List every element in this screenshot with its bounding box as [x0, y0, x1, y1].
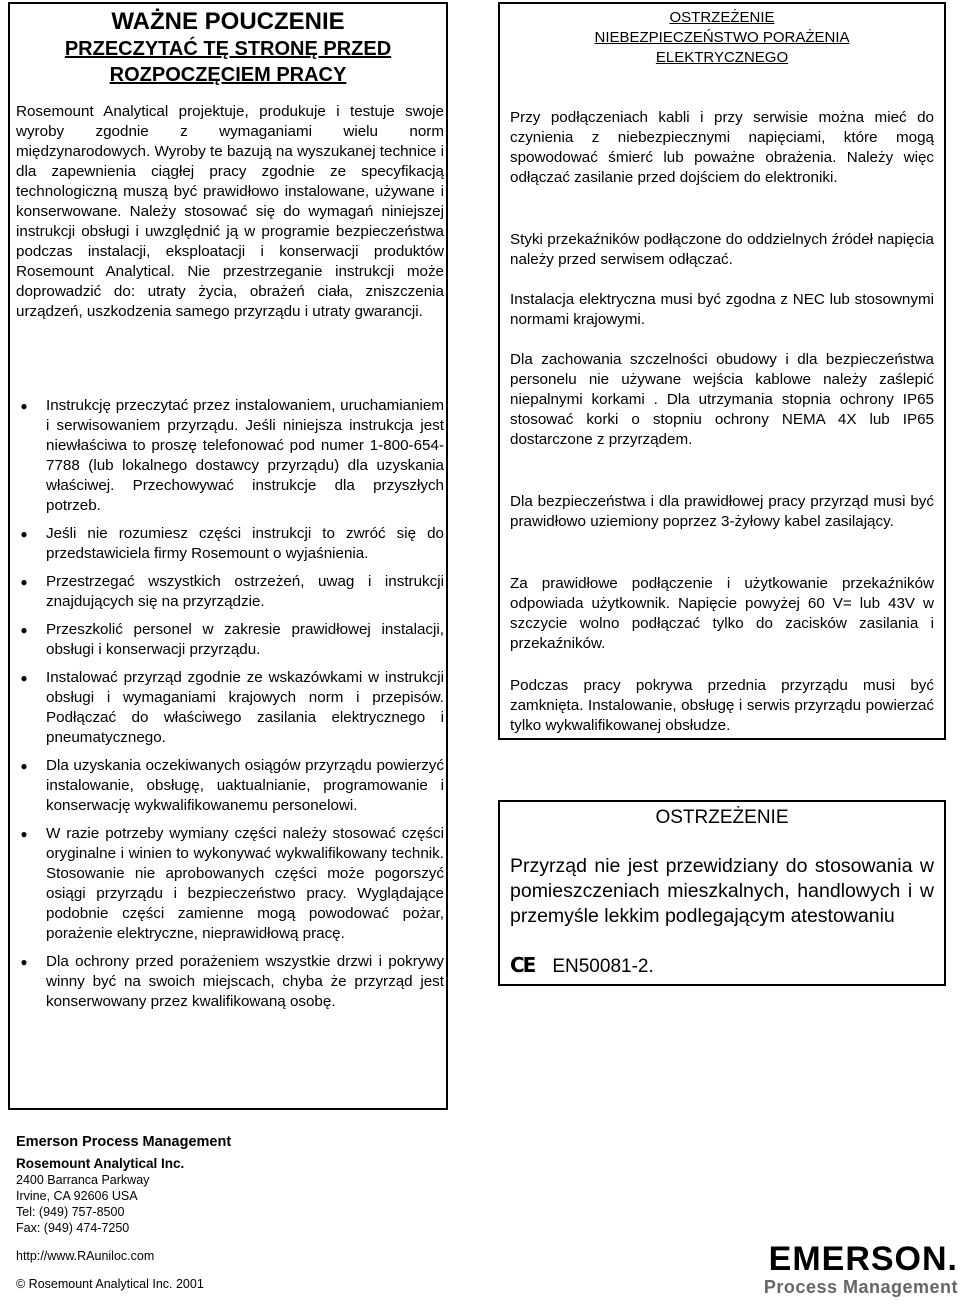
bullet-icon: ● — [20, 399, 28, 413]
notice-subtitle-line2: ROZPOCZĘCIEM PRACY — [109, 64, 347, 86]
bullet-icon: ● — [20, 671, 28, 685]
residential-warning-body: Przyrząd nie jest przewidziany do stosowania w pomieszczeniach mieszkalnych, handlowych i w przemyśle lekkim podlegającym atestowaniu — [510, 855, 934, 927]
list-item: ● Dla uzyskania oczekiwanych osiągów przyrządu powierzyć instalowanie, obsługę, uaktualnianie, programowanie i konserwację wykwalifikowanemu personelowi. — [16, 756, 444, 816]
company-group: Emerson Process Management — [16, 1134, 232, 1150]
bullet-icon: ● — [20, 759, 28, 773]
address-line2: Irvine, CA 92606 USA — [16, 1189, 138, 1203]
notice-title: WAŻNE POUCZENIE — [111, 8, 345, 35]
emerson-logo-sub: Process Management — [763, 1277, 958, 1297]
residential-warning-head: OSTRZEŻENIE — [655, 807, 789, 828]
company-address — [16, 1134, 231, 1292]
list-item: ● Instrukcję przeczytać przez instalowaniem, uruchamianiem i serwisowaniem przyrządu. Jeśli niniejsza instrukcja jest niewłaściwa to proszę telefonować pod numer 1-800-654-7788 (lub lokalnego dostawcy przyrządu) dla uzyskania właściwej. Przechowywać instrukcje dla przyszłych potrzeb. — [16, 396, 444, 516]
company-name: Rosemount Analytical Inc. — [16, 1156, 185, 1171]
bullet-icon: ● — [20, 623, 28, 637]
warning-paragraph: Styki przekaźników podłączone do oddzielnych źródeł napięcia należy przed serwisem odłączać. — [510, 231, 934, 268]
copyright: © Rosemount Analytical Inc. 2001 — [16, 1277, 204, 1291]
list-item: ● Przestrzegać wszystkich ostrzeżeń, uwag i instrukcji znajdujących się na przyrządzie. — [16, 572, 444, 612]
warning-paragraph: Przy podłączeniach kabli i przy serwisie można mieć do czynienia z niebezpiecznymi napięciami, które mogą spowodować śmierć lub poważne obrażenia. Należy więc odłączać zasilanie przed dojściem do elektroniki. — [510, 109, 934, 186]
bullet-icon: ● — [20, 575, 28, 589]
website-link[interactable]: http://www.RAuniloc.com — [16, 1249, 155, 1263]
list-item: ● Dla ochrony przed porażeniem wszystkie drzwi i pokrywy winny być na swoich miejscach, chyba że przyrząd jest konserwowany przez kwalifikowaną osobę. — [16, 952, 444, 1012]
list-item: ● Jeśli nie rozumiesz części instrukcji to zwróć się do przedstawiciela firmy Rosemount o wyjaśnienia. — [16, 524, 444, 564]
bullet-icon: ● — [20, 955, 28, 969]
shock-warning-head3: ELEKTRYCZNEGO — [655, 49, 789, 66]
ce-norm-line — [510, 953, 654, 979]
address-line1: 2400 Barranca Parkway — [16, 1173, 150, 1187]
warning-paragraph: Instalacja elektryczna musi być zgodna z NEC lub stosownymi normami krajowymi. — [510, 291, 934, 328]
bullet-icon: ● — [20, 527, 28, 541]
list-item: ● Przeszkolić personel w zakresie prawidłowej instalacji, obsługi i konserwacji przyrządu. — [16, 620, 444, 660]
warning-paragraph: Za prawidłowe podłączenie i użytkowanie przekaźników odpowiada użytkownik. Napięcie powyżej 60 V= lub 43V w szczycie wolno podłączać tylko do zacisków zasilania i przekaźników. — [510, 575, 934, 652]
shock-warning-head1: OSTRZEŻENIE — [669, 9, 775, 26]
bullet-icon: ● — [20, 827, 28, 841]
emerson-logo — [758, 1242, 958, 1298]
list-item: ● Instalować przyrząd zgodnie ze wskazówkami w instrukcji obsługi i wymaganiami krajowych norm i przepisów. Podłączać do właściwego zasilania elektrycznego i pneumatycznego. — [16, 668, 444, 748]
notice-intro: Rosemount Analytical projektuje, produkuje i testuje swoje wyroby zgodnie z wymaganiami wielu norm międzynarodowych. Wyroby te bazują na wyszukanej technice i dla zapewnienia ciągłej pracy zgodnie ze specyfikacją technologiczną muszą być prawidłowo instalowane, używane i konserwowane. Należy stosować się do wymagań niniejszej instrukcji obsługi i uwzględnić ją w programie bezpieczeństwa podczas instalacji, eksploatacji i konserwacji produktów Rosemount Analytical. Nie przestrzeganie instrukcji może doprowadzić do: utraty życia, obrażeń ciała, zniszczenia urządzeń, uszkodzenia samego przyrządu i utraty gwarancji. — [16, 103, 444, 320]
shock-warning-box — [498, 2, 946, 740]
important-notice-box — [8, 2, 448, 1110]
list-item: ● W razie potrzeby wymiany części należy stosować części oryginalne i winien to wykonywać wykwalifikowany technik. Stosowanie nie aprobowanych części może pogorszyć osiągi przyrządu i bezpieczeństwo pracy. Wyglądające podobnie części zamienne mogą powodować pożar, porażenie elektryczne, nieprawidłową pracę. — [16, 824, 444, 944]
ce-mark-icon: CE — [510, 953, 535, 977]
emerson-logo-word: EMERSON. — [768, 1240, 958, 1278]
residential-warning-box — [498, 800, 946, 986]
warning-paragraph: Podczas pracy pokrywa przednia przyrządu musi być zamknięta. Instalowanie, obsługę i serwis przyrządu powierzać tylko wykwalifikowanej obsłudze. — [510, 677, 934, 734]
ce-norm: EN50081-2. — [552, 956, 654, 977]
warning-paragraph: Dla zachowania szczelności obudowy i dla bezpieczeństwa personelu nie używane wejścia kablowe należy zaślepić niepalnymi korkami . Dla utrzymania stopnia ochrony IP65 stosować korki o stopniu ochrony NEMA 4X lub IP65 dostarczone z przyrządem. — [510, 351, 934, 448]
warning-paragraph: Dla bezpieczeństwa i dla prawidłowej pracy przyrząd musi być prawidłowo uziemiony poprzez 3-żyłowy kabel zasilający. — [510, 493, 934, 530]
fax: Fax: (949) 474-7250 — [16, 1221, 130, 1235]
notice-subtitle-line1: PRZECZYTAĆ TĘ STRONĘ PRZED — [64, 38, 392, 60]
phone: Tel: (949) 757-8500 — [16, 1205, 125, 1219]
shock-warning-head2: NIEBEZPIECZEŃSTWO PORAŻENIA — [594, 29, 850, 46]
notice-bullet-list — [16, 396, 444, 1020]
